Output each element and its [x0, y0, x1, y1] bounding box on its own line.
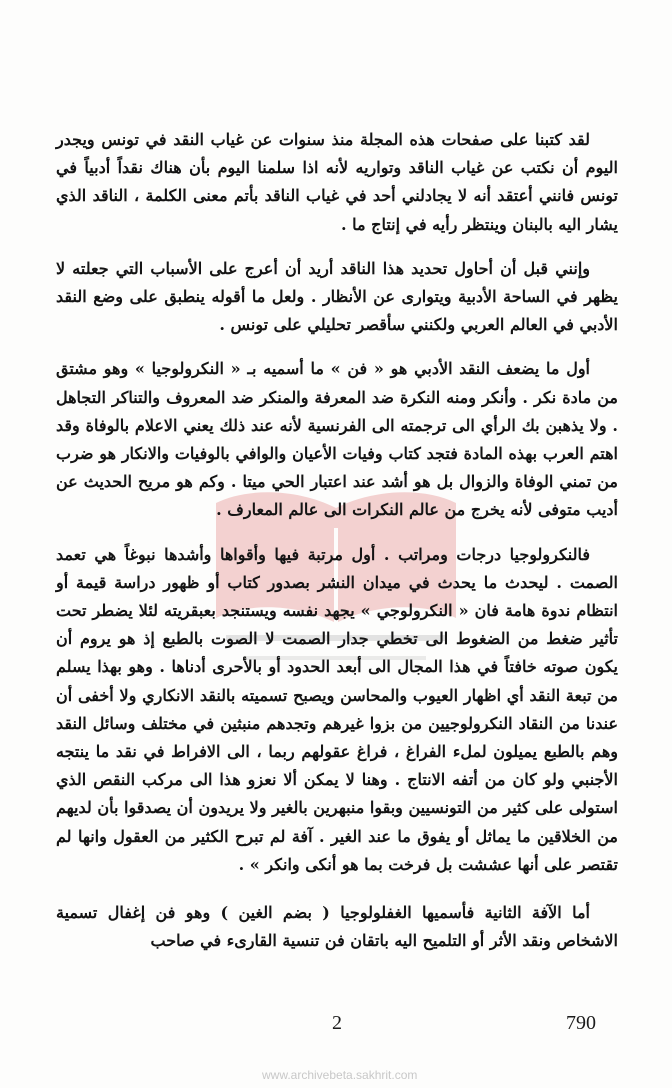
watermark-url: www.archivebeta.sakhrit.com: [262, 1068, 418, 1082]
page-number-issue: 2: [332, 1012, 342, 1034]
paragraph-2: وإنني قبل أن أحاول تحديد هذا الناقد أريد أن أعرج على الأسباب التي جعلته لا يظهر في الساحة الأدبية ويتوارى عن الأنظار . ولعل ما أقوله ينطبق على وضع النقد الأدبي في العالم العربي ولكنني سأقصر تحليلي على تونس .: [56, 258, 618, 335]
paragraph-5: أما الآفة الثانية فأسميها الغفلولوجيا ( بضم الغين ) وهو فن إغفال تسمية الاشخاص ونقد الأثر أو التلميح اليه باتقان فن تنسية القارىء في صاحب: [56, 903, 618, 951]
paragraph-3: أول ما يضعف النقد الأدبي هو « فن » ما أسميه بـ « النكرولوجيا » وهو مشتق من مادة نكر . وأنكر ومنه النكرة ضد المعرفة والمنكر ضد المعروف والتناكر التجاهل . ولا يذهبن بك الرأي الى ترجمته الى الفرنسية لأنه عند ذلك يعني الاعلام بالوفاة وقد اهتم العرب بهذه المادة فتجد كتاب وفيات الأعيان والوافي بالوفيات والانكار هو ضرب من تمني الوفاة والزوال بل هو أشد عند اعتبار الحي ميتا . وكم هو مريح الحديث عن أديب متوفى لأنه يخرج من عالم النكرات الى عالم المعارف .: [56, 359, 618, 520]
page-number-journal: 790: [566, 1012, 596, 1034]
article-body: [56, 126, 618, 971]
paragraph-4: فالنكرولوجيا درجات ومراتب . أول مرتبة فيها وأقواها وأشدها نبوغاً هي تعمد الصمت . ليحدث ما يحدث في ميدان النشر بصدور كتاب أو ظهور دراسة قيمة أو انتظام ندوة هامة فان « النكرولوجي » يجهد نفسه ويستنجد بعبقريته لئلا يضطر تحت تأثير ضغط من الضغوط الى تخطي جدار الصمت لا الصوت بالطبع إذ هو يروم أن يكون صوته خافتاً في هذا المجال الى أبعد الحدود أو بالأحرى أدناها . وهو بهذا يسلم من تبعة النقد أي اظهار العيوب والمحاسن ويصبح تسميته بالنقد الانكاري ولا أخفى أن عندنا من النقاد النكرولوجيين من بزوا غيرهم وتجدهم منبثين في مختلف وسائل النقد وهم بالطبع يميلون لملء الفراغ ، فراغ عقولهم ربما ، الى الافراط في نقد ما ينتجه الأجنبي ولو كان من أتفه الانتاج . وهنا لا يمكن ألا نعزو هذا الى مركب النقص الذي استولى على كثير من التونسيين وبقوا منبهرين بالغير ولا يريدون أن يصدقوا بأن لديهم من الخلاقين ما يماثل أو يفوق ما عند الغير . آفة لم تبرح الكثير من العقول وانها لم تقتصر على أنها عششت بل فرخت بما هو أنكى وانكر » .: [56, 544, 619, 874]
paragraph-1: لقد كتبنا على صفحات هذه المجلة منذ سنوات عن غياب النقد في تونس ويجدر اليوم أن نكتب عن غياب الناقد وتواريه لأنه اذا سلمنا اليوم بأن هناك نقداً أدبياً في تونس فانني أعتقد أنه لا يجادلني أحد في غياب الناقد بأتم معنى الكلمة ، الناقد الذي يشار اليه بالبنان وينتظر رأيه في إنتاج ما .: [56, 130, 619, 234]
